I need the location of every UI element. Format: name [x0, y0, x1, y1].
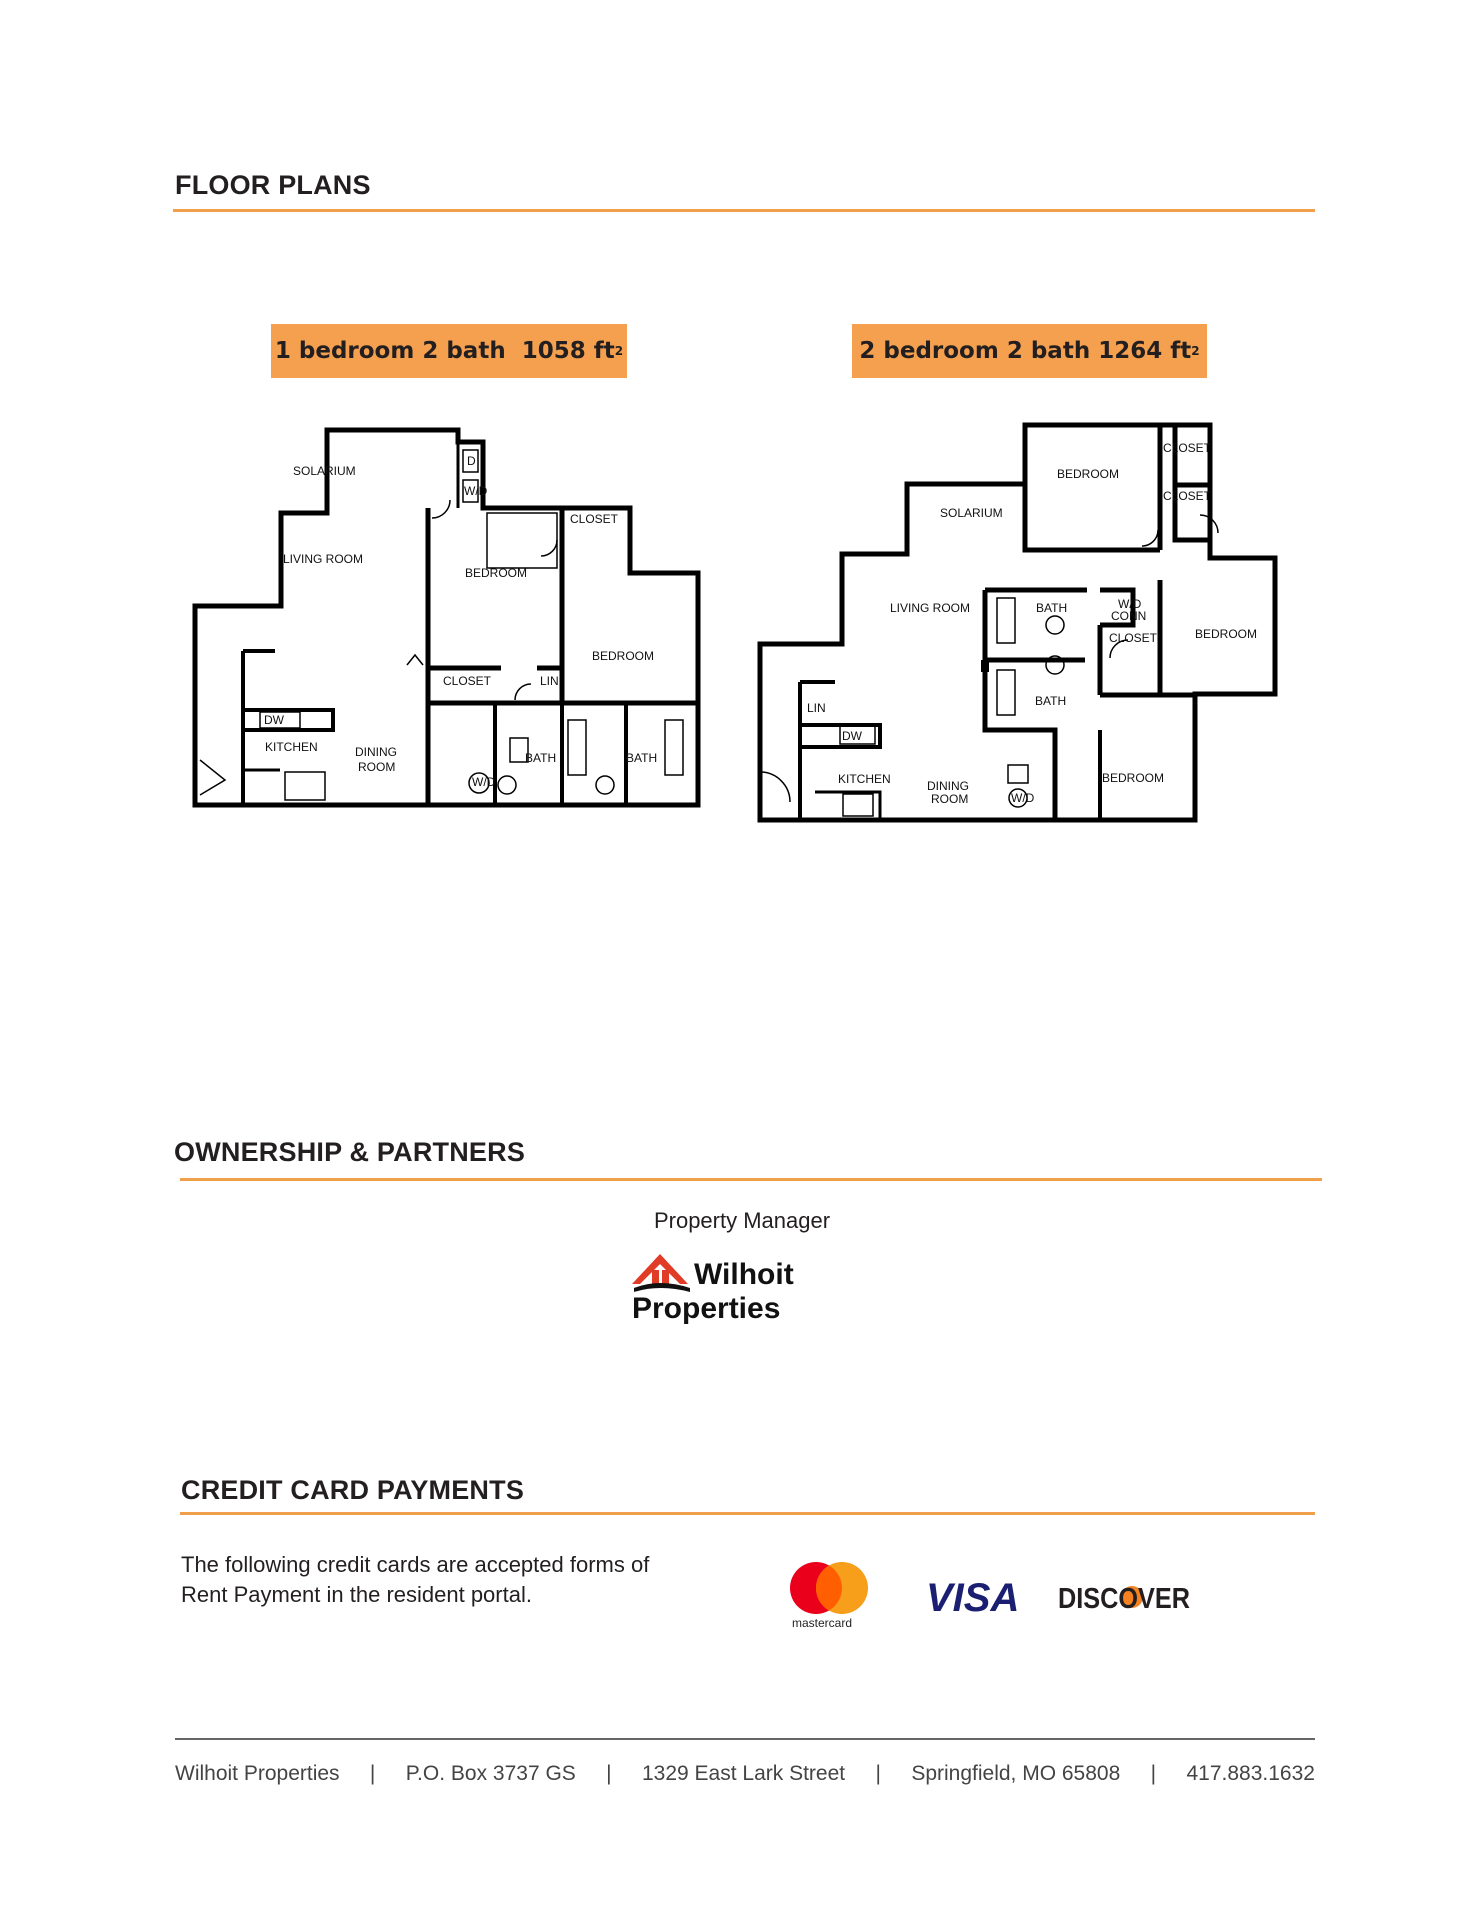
- p2-bedroom-top: BEDROOM: [1057, 467, 1120, 481]
- plan-2-size: 1264 ft: [1098, 338, 1192, 364]
- footer-phone: 417.883.1632: [1186, 1762, 1315, 1785]
- plan-2-sup: 2: [1191, 344, 1200, 358]
- footer-sep-3: |: [875, 1762, 881, 1785]
- p2-living: LIVING ROOM: [890, 601, 971, 615]
- p1-closet-2: CLOSET: [570, 512, 619, 526]
- mastercard-logo: [786, 1560, 876, 1630]
- p1-bedroom-1: BEDROOM: [465, 566, 528, 580]
- footer-sep-2: |: [606, 1762, 612, 1785]
- plan-1-sup: 2: [614, 344, 624, 358]
- house-icon: [630, 1248, 830, 1328]
- plan-2-bed: 2 bedroom 2 bath: [859, 338, 1091, 364]
- mastercard-icon: [786, 1560, 876, 1630]
- footer-sep-4: |: [1150, 1762, 1157, 1785]
- p1-d: D: [467, 454, 476, 468]
- discover-text: DISCOVER: [1058, 1583, 1191, 1615]
- p2-closet-c: CLOSET: [1109, 631, 1158, 645]
- p2-closet-b: CLOSET: [1163, 489, 1212, 503]
- p1-wd-2: W/D: [472, 775, 496, 789]
- footer-city: Springfield, MO 65808: [911, 1762, 1121, 1785]
- logo-line-1: Wilhoit: [694, 1258, 794, 1291]
- visa-logo: [924, 1574, 1024, 1618]
- floor-plan-1: [185, 420, 715, 810]
- p1-living: LIVING ROOM: [283, 552, 364, 566]
- ownership-heading: OWNERSHIP & PARTNERS: [174, 1137, 526, 1167]
- footer-sep-1: |: [369, 1762, 376, 1785]
- floor-plans-rule: [173, 209, 1315, 212]
- p2-dining-1: DINING: [927, 779, 969, 793]
- p1-dw: DW: [264, 713, 284, 727]
- plan-2-badge: [852, 324, 1207, 378]
- p1-closet-1: CLOSET: [443, 674, 492, 688]
- floor-plans-heading: FLOOR PLANS: [175, 170, 371, 200]
- footer: [175, 1762, 1315, 1786]
- p1-solarium: SOLARIUM: [293, 464, 356, 478]
- footer-rule: [175, 1738, 1315, 1740]
- p2-bedroom-bottom: BEDROOM: [1102, 771, 1165, 785]
- p1-bath-2: BATH: [626, 751, 658, 765]
- p2-dw: DW: [842, 729, 862, 743]
- footer-po-box: P.O. Box 3737 GS: [405, 1762, 576, 1785]
- p2-wd-3: W/D: [1011, 791, 1035, 805]
- ownership-rule: [180, 1178, 1322, 1181]
- p2-dining-2: ROOM: [931, 792, 969, 806]
- plan-1-badge: [271, 324, 627, 378]
- credit-text-line-2: Rent Payment in the resident portal.: [181, 1582, 532, 1607]
- footer-company: Wilhoit Properties: [175, 1762, 340, 1785]
- p2-wd: W/D: [1118, 597, 1142, 611]
- logo-line-2: Properties: [632, 1292, 781, 1325]
- p2-bath-a: BATH: [1036, 601, 1068, 615]
- mastercard-text: mastercard: [792, 1616, 853, 1630]
- credit-rule: [180, 1512, 1315, 1515]
- credit-description: [181, 1550, 649, 1610]
- floor-plan-2: [755, 420, 1285, 830]
- p1-lin: LIN: [540, 674, 559, 688]
- p2-solarium: SOLARIUM: [940, 506, 1003, 520]
- visa-text: VISA: [926, 1576, 1020, 1618]
- p1-dining-2: ROOM: [358, 760, 396, 774]
- plan-1-bed: 1 bedroom 2 bath: [274, 338, 506, 364]
- p2-bedroom-right: BEDROOM: [1195, 627, 1258, 641]
- p2-closet-a: CLOSET: [1163, 441, 1212, 455]
- property-manager-label: Property Manager: [653, 1208, 831, 1233]
- p2-conn: CONN: [1111, 609, 1147, 623]
- p1-kitchen: KITCHEN: [265, 740, 318, 754]
- p1-bath-1: BATH: [525, 751, 557, 765]
- credit-heading: CREDIT CARD PAYMENTS: [181, 1475, 525, 1505]
- plan-1-size: 1058 ft: [521, 338, 615, 364]
- p2-lin: LIN: [807, 701, 826, 715]
- discover-logo: [1056, 1576, 1196, 1616]
- p1-wd: W/D: [464, 484, 488, 498]
- wilhoit-logo: [630, 1248, 830, 1328]
- credit-text-line-1: The following credit cards are accepted forms of: [181, 1552, 650, 1577]
- p2-kitchen: KITCHEN: [838, 772, 891, 786]
- footer-street: 1329 East Lark Street: [642, 1762, 846, 1785]
- p2-bath-b: BATH: [1035, 694, 1067, 708]
- p1-dining-1: DINING: [355, 745, 397, 759]
- p1-bedroom-2: BEDROOM: [592, 649, 655, 663]
